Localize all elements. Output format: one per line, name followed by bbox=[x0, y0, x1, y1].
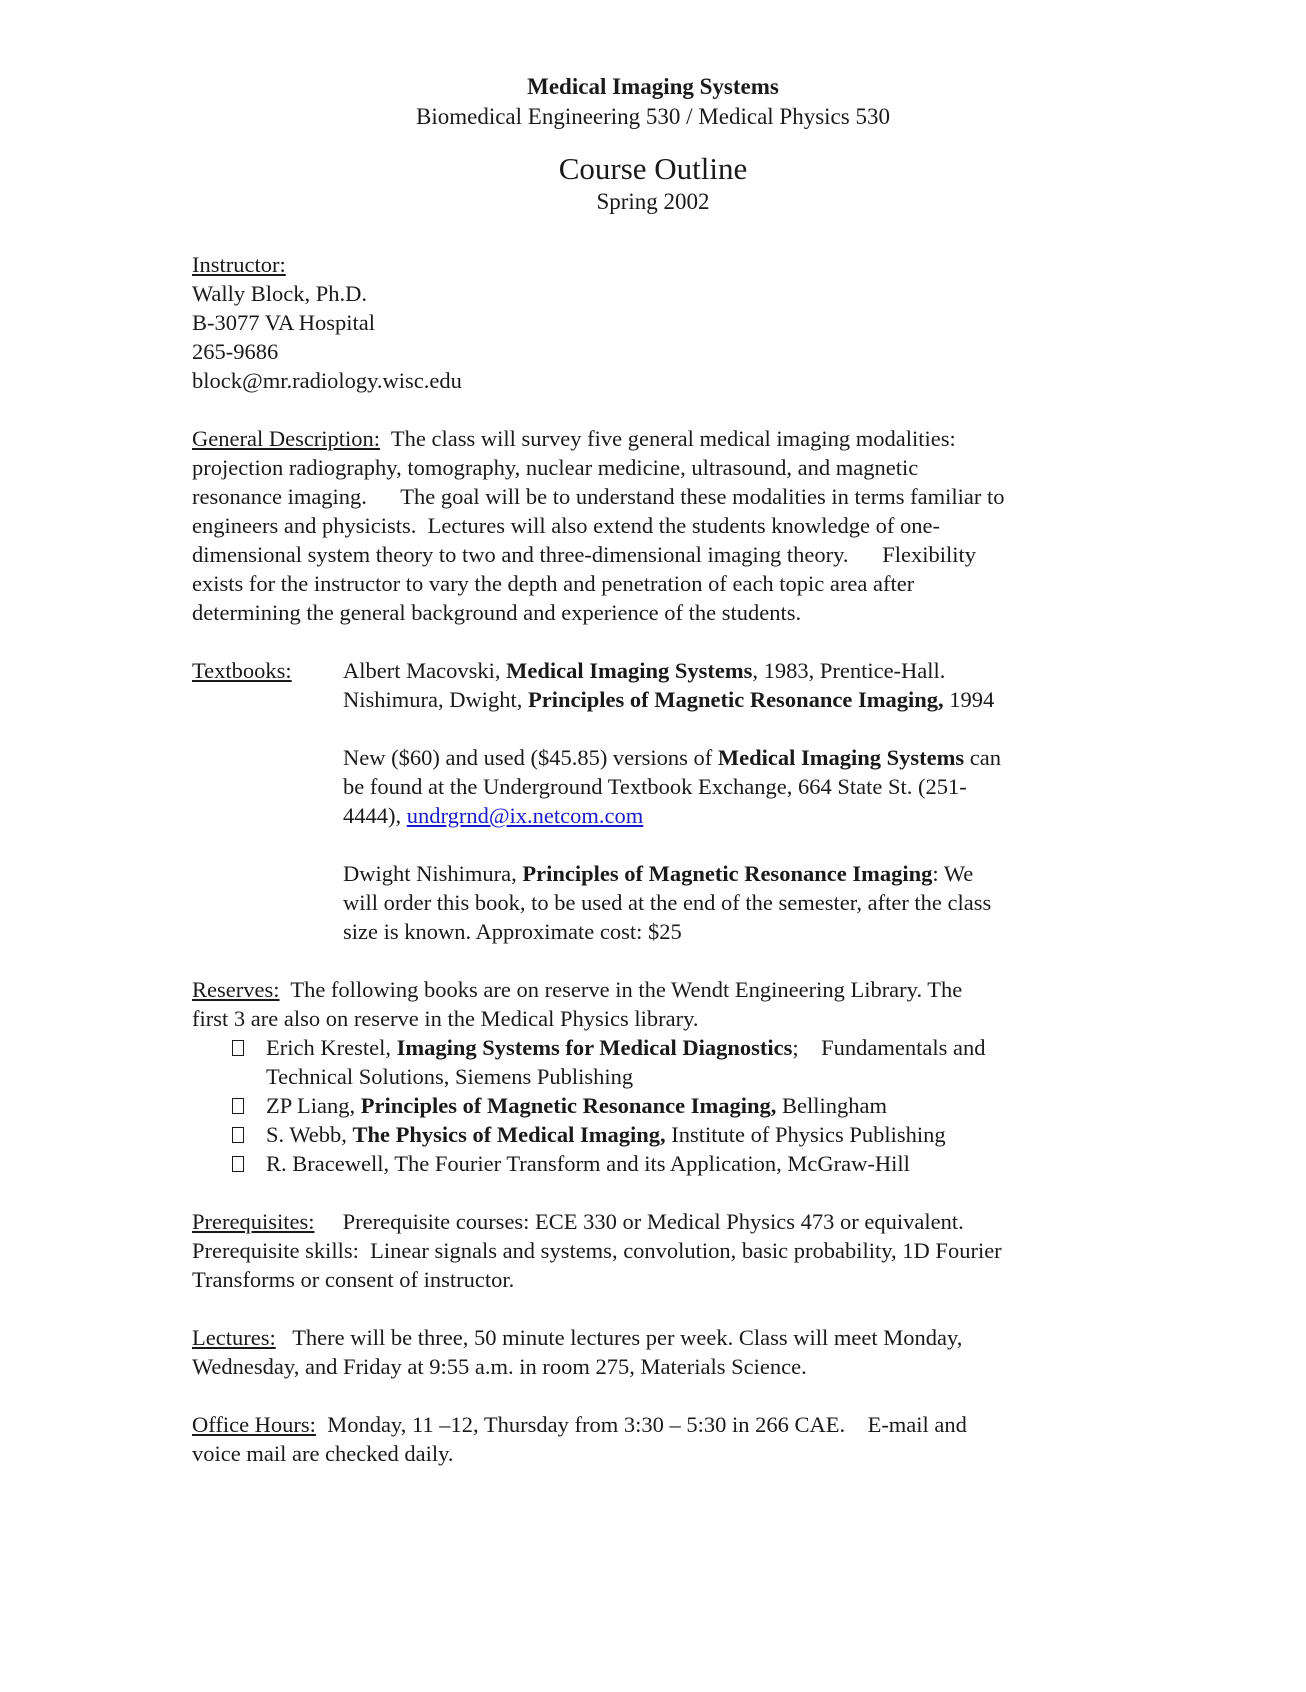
instructor-label: Instructor: bbox=[192, 252, 286, 277]
office-hours-text: Monday, 11 –12, Thursday from 3:30 – 5:30 in 266 CAE. E-mail and bbox=[327, 1412, 967, 1437]
nishimura-note-line-2: will order this book, to be used at the end of the semester, after the class bbox=[343, 890, 992, 915]
new-used-phone: 4444), bbox=[343, 803, 407, 828]
office-hours-label: Office Hours: bbox=[192, 1412, 316, 1437]
lectures-line-2: Wednesday, and Friday at 9:55 a.m. in room 275, Materials Science. bbox=[192, 1354, 807, 1379]
reserve-item-2 bbox=[266, 1091, 887, 1120]
reserve-item-2-rest: Bellingham bbox=[776, 1093, 887, 1118]
reserves-line-2: first 3 are also on reserve in the Medical Physics library. bbox=[192, 1006, 699, 1031]
prerequisites-line-3: Transforms or consent of instructor. bbox=[192, 1267, 515, 1292]
reserve-item-3-title: The Physics of Medical Imaging, bbox=[352, 1122, 666, 1147]
bullet-icon bbox=[232, 1127, 244, 1143]
textbook-2 bbox=[343, 685, 994, 714]
instructor-phone: 265-9686 bbox=[192, 339, 279, 364]
description-line-6: exists for the instructor to vary the depth and penetration of each topic area after bbox=[192, 571, 915, 596]
lectures-text: There will be three, 50 minute lectures per week. Class will meet Monday, bbox=[292, 1325, 963, 1350]
description-text: The class will survey five general medical imaging modalities: bbox=[390, 426, 956, 451]
description-line-2: projection radiography, tomography, nuclear medicine, ultrasound, and magnetic bbox=[192, 455, 919, 480]
lectures-line-1 bbox=[192, 1323, 962, 1352]
course-subtitle: Biomedical Engineering 530 / Medical Physics 530 bbox=[416, 104, 890, 129]
nishimura-note-line-1 bbox=[343, 859, 973, 888]
prerequisites-label: Prerequisites: bbox=[192, 1209, 315, 1234]
reserve-item-3 bbox=[266, 1120, 946, 1149]
textbook-2-year: 1994 bbox=[943, 687, 995, 712]
course-title: Medical Imaging Systems bbox=[527, 74, 779, 99]
reserve-item-3-author: S. Webb, bbox=[266, 1122, 353, 1147]
new-used-text: New ($60) and used ($45.85) versions of bbox=[343, 745, 718, 770]
textbook-1-publisher: , 1983, Prentice-Hall. bbox=[752, 658, 946, 683]
textbook-1 bbox=[343, 656, 945, 685]
reserve-item-2-title: Principles of Magnetic Resonance Imaging, bbox=[360, 1093, 777, 1118]
new-used-line-1 bbox=[343, 743, 1001, 772]
prerequisites-line-1 bbox=[192, 1207, 964, 1236]
reserve-item-1-rest: ; Fundamentals and bbox=[792, 1035, 986, 1060]
reserve-item-3-rest: Institute of Physics Publishing bbox=[665, 1122, 946, 1147]
textbook-1-author: Albert Macovski, bbox=[343, 658, 507, 683]
reserve-item-1-title: Imaging Systems for Medical Diagnostics bbox=[396, 1035, 793, 1060]
description-label: General Description: bbox=[192, 426, 381, 451]
nishimura-text: : We bbox=[932, 861, 974, 886]
reserve-item-1 bbox=[266, 1033, 986, 1062]
lectures-label: Lectures: bbox=[192, 1325, 276, 1350]
description-line-4: engineers and physicists. Lectures will also extend the students knowledge of one- bbox=[192, 513, 940, 538]
nishimura-note-line-3: size is known. Approximate cost: $25 bbox=[343, 919, 682, 944]
reserves-line-1 bbox=[192, 975, 962, 1004]
description-line-5: dimensional system theory to two and three-dimensional imaging theory. Flexibility bbox=[192, 542, 977, 567]
reserve-item-2-author: ZP Liang, bbox=[266, 1093, 361, 1118]
instructor-office: B-3077 VA Hospital bbox=[192, 310, 375, 335]
new-used-line-2: be found at the Underground Textbook Exchange, 664 State St. (251- bbox=[343, 774, 967, 799]
textbook-2-title: Principles of Magnetic Resonance Imaging, bbox=[528, 687, 944, 712]
nishimura-title: Principles of Magnetic Resonance Imaging bbox=[522, 861, 933, 886]
instructor-email: block@mr.radiology.wisc.edu bbox=[192, 368, 462, 393]
bullet-icon bbox=[232, 1040, 244, 1056]
nishimura-author: Dwight Nishimura, bbox=[343, 861, 523, 886]
reserve-item-1-author: Erich Krestel, bbox=[266, 1035, 397, 1060]
new-used-text-end: can bbox=[964, 745, 1002, 770]
reserve-item-4: R. Bracewell, The Fourier Transform and its Application, McGraw-Hill bbox=[266, 1151, 910, 1176]
reserves-text: The following books are on reserve in the Wendt Engineering Library. The bbox=[290, 977, 963, 1002]
new-used-book-title: Medical Imaging Systems bbox=[717, 745, 965, 770]
office-hours-line-2: voice mail are checked daily. bbox=[192, 1441, 454, 1466]
textbooks-label: Textbooks: bbox=[192, 658, 292, 683]
bullet-icon bbox=[232, 1156, 244, 1172]
description-line-1 bbox=[192, 424, 956, 453]
textbook-2-author: Nishimura, Dwight, bbox=[343, 687, 528, 712]
instructor-name: Wally Block, Ph.D. bbox=[192, 281, 368, 306]
reserve-item-1-cont: Technical Solutions, Siemens Publishing bbox=[266, 1064, 634, 1089]
term: Spring 2002 bbox=[596, 189, 710, 214]
reserves-label: Reserves: bbox=[192, 977, 280, 1002]
new-used-line-3 bbox=[343, 801, 643, 830]
textbook-1-title: Medical Imaging Systems bbox=[506, 658, 753, 683]
office-hours-line-1 bbox=[192, 1410, 967, 1439]
description-line-3: resonance imaging. The goal will be to understand these modalities in terms familiar to bbox=[192, 484, 1005, 509]
description-line-7: determining the general background and experience of the students. bbox=[192, 600, 802, 625]
outline-heading: Course Outline bbox=[558, 151, 748, 186]
bookstore-email-link[interactable]: undrgrnd@ix.netcom.com bbox=[406, 803, 644, 828]
prerequisites-line-2: Prerequisite skills: Linear signals and systems, convolution, basic probability, 1D Fourier bbox=[192, 1238, 1002, 1263]
prerequisite-courses: Prerequisite courses: ECE 330 or Medical Physics 473 or equivalent. bbox=[342, 1209, 964, 1234]
bullet-icon bbox=[232, 1098, 244, 1114]
